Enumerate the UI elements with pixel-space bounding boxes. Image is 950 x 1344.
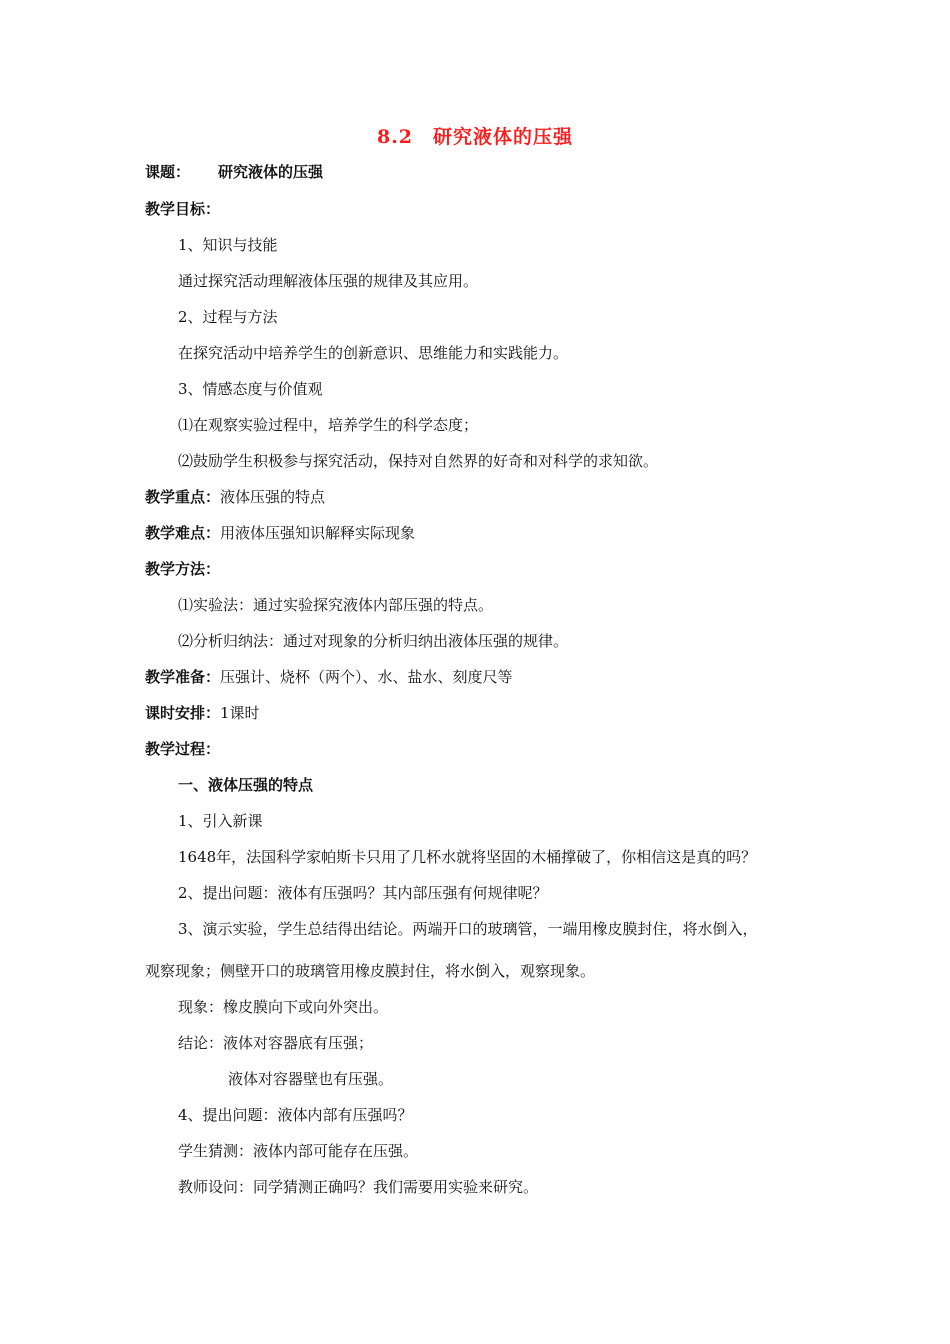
objectives-label: 教学目标： [145,200,221,218]
conclusion-2: 液体对容器壁也有压强。 [228,1070,394,1088]
objective-2-heading: 2、过程与方法 [178,308,278,326]
difficulty-row [145,523,415,543]
preparation-label: 教学准备： [145,668,221,686]
objective-3-item-1: ⑴在观察实验过程中，培养学生的科学态度； [178,416,479,434]
step-1-text: 1648年，法国科学家帕斯卡只用了几杯水就将坚固的木桶撑破了，你相信这是真的吗？ [178,848,757,866]
schedule-value: 1课时 [220,704,260,722]
objective-1-heading: 1、知识与技能 [178,236,278,254]
document-title: 8.2 研究液体的压强 [376,126,574,148]
topic-label: 课题： [145,163,191,181]
schedule-row [145,703,260,723]
topic-row [145,162,323,182]
process-label: 教学过程： [145,740,221,758]
objective-3-item-2: ⑵鼓励学生积极参与探究活动，保持对自然界的好奇和对科学的求知欲。 [178,452,659,470]
step-4: 4、提出问题：液体内部有压强吗？ [178,1106,413,1124]
topic-value: 研究液体的压强 [218,163,324,181]
key-point-label: 教学重点： [145,488,221,506]
step-1: 1、引入新课 [178,812,263,830]
step-3-line-1: 3、演示实验，学生总结得出结论。两端开口的玻璃管，一端用橡皮膜封住，将水倒入， [178,920,758,938]
key-point-row [145,487,325,507]
key-point-value: 液体压强的特点 [220,488,326,506]
method-item-1: ⑴实验法：通过实验探究液体内部压强的特点。 [178,596,494,614]
phenomenon: 现象：橡皮膜向下或向外突出。 [178,998,389,1016]
preparation-value: 压强计、烧杯（两个）、水、盐水、刻度尺等 [220,668,513,686]
conclusion-1: 结论：液体对容器底有压强； [178,1034,374,1052]
preparation-row [145,667,513,687]
schedule-label: 课时安排： [145,704,221,722]
step-2: 2、提出问题：液体有压强吗？其内部压强有何规律呢？ [178,884,548,902]
objective-2-text: 在探究活动中培养学生的创新意识、思维能力和实践能力。 [178,344,569,362]
step-3-line-2: 观察现象；侧壁开口的玻璃管用橡皮膜封住，将水倒入，观察现象。 [145,962,596,980]
method-item-2: ⑵分析归纳法：通过对现象的分析归纳出液体压强的规律。 [178,632,569,650]
student-guess: 学生猜测：液体内部可能存在压强。 [178,1142,419,1160]
objective-3-heading: 3、情感态度与价值观 [178,380,323,398]
difficulty-value: 用液体压强知识解释实际现象 [220,524,416,542]
objective-1-text: 通过探究活动理解液体压强的规律及其应用。 [178,272,479,290]
difficulty-label: 教学难点： [145,524,221,542]
section-1-title: 一、液体压强的特点 [178,776,314,794]
method-label: 教学方法： [145,560,221,578]
teacher-question: 教师设问：同学猜测正确吗？我们需要用实验来研究。 [178,1178,539,1196]
